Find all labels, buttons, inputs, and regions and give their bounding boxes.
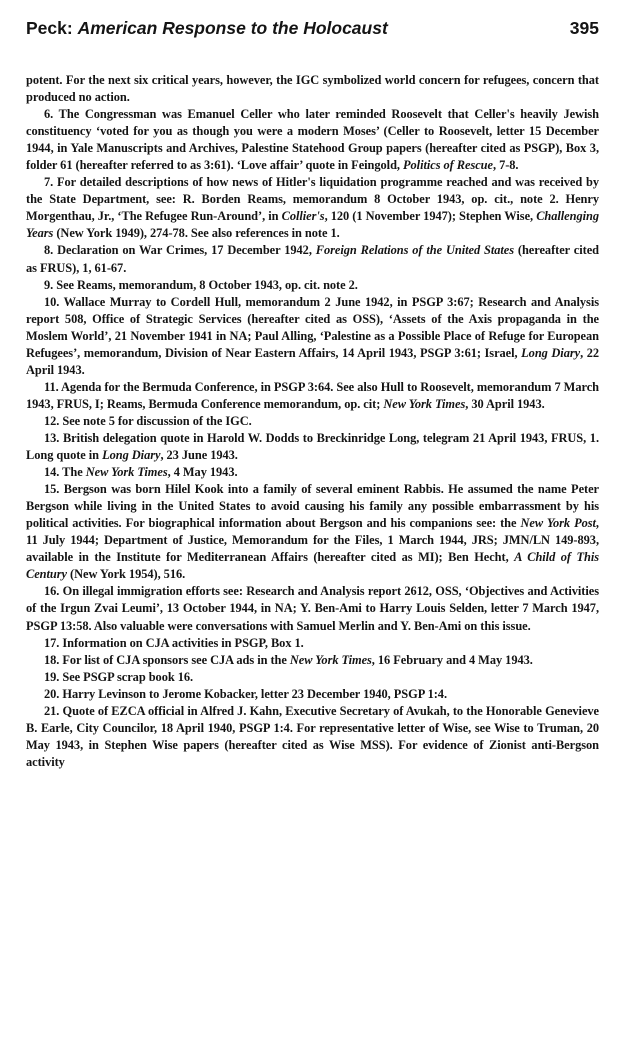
note-text: 17. Information on CJA activities in PSGP, Box 1. [44,635,304,650]
note-7 [26,174,599,242]
note-13 [26,430,599,464]
note-9 [26,277,599,294]
note-text: 16. On illegal immigration efforts see: Research and Analysis report 2612, OSS, ‘Objectives and Activities of the Irgun Zvai Leumi’, 13 October 1944, in NA; Y. Ben-Ami to Harry Louis Selden, letter 7 March 1947, PSGP 13:58. Also valuable were conversations with Samuel Merlin and Y. Ben-Ami on this issue. [26,584,599,633]
note-text: , 7-8. [492,158,519,173]
note-italic-title: A Child of This Century [26,550,600,582]
note-italic-title: New York Times [289,652,372,667]
note-18 [26,652,599,669]
note-text: , 30 April 1943. [465,396,545,411]
running-header [26,12,599,44]
note-text: (New York 1954), 516. [66,567,186,582]
note-text: , 23 June 1943. [160,448,238,463]
page-number: 395 [569,18,599,38]
note-text: 19. See PSGP scrap book 16. [44,669,194,684]
note-italic-title: New York Times [85,465,168,480]
note-italic-title: Collier's [281,209,325,224]
note-text: 12. See note 5 for discussion of the IGC. [44,413,252,428]
note-19 [26,669,599,686]
note-text: 8. Declaration on War Crimes, 17 December 1942, [44,243,316,258]
note-text: 21. Quote of EZCA official in Alfred J. Kahn, Executive Secretary of Avukah, to the Honorable Genevieve B. Earle, City Councilor, 18 April 1940, PSGP 1:4. For representative letter of Wise, see Wise to Truman, 20 May 1943, in Stephen Wise papers (hereafter cited as Wise MSS). For evidence of Zionist anti-Bergson activity [26,703,599,769]
note-text: 20. Harry Levinson to Jerome Kobacker, letter 23 December 1940, PSGP 1:4. [44,686,447,701]
note-italic-title: Long Diary [102,448,161,463]
note-italic-title: Politics of Rescue [403,158,493,173]
note-17 [26,635,599,652]
note-text: , 16 February and 4 May 1943. [371,652,533,667]
header-title: American Response to the Holocaust [77,18,388,38]
note-continuation [26,72,599,106]
note-text: potent. For the next six critical years, however, the IGC symbolized world concern for refugees, concern that produced no action. [26,73,599,105]
note-text: , 4 May 1943. [167,465,238,480]
note-italic-title: New York Times [383,396,466,411]
note-11 [26,379,599,413]
note-15 [26,481,599,583]
running-title [26,12,388,44]
note-text: , 22 April 1943. [26,345,599,377]
note-text: 6. The Congressman was Emanuel Celler who later reminded Roosevelt that Celler's heavily Jewish constituency ‘voted for you as though you were a modern Moses’ (Celler to Roosevelt, letter 15 December 1944, in Yale Manuscripts and Archives, Palestine Statehood Group papers (hereafter cited as PSGP), Box 3, folder 61 (hereafter referred to as 3:61). ‘Love affair’ quote in Feingold, [26,107,599,173]
note-text: 18. For list of CJA sponsors see CJA ads in the [44,652,290,667]
endnotes [26,72,599,771]
note-6 [26,106,599,174]
note-14 [26,464,599,481]
note-text: 14. The [44,465,86,480]
note-italic-title: Long Diary [521,345,581,360]
note-italic-title: Challenging Years [26,209,599,241]
note-10 [26,294,599,379]
note-text: , 120 (1 November 1947); Stephen Wise, [324,209,537,224]
note-20 [26,686,599,703]
note-text: , 11 July 1944; Department of Justice, Memorandum for the Files, 1 March 1944, JRS; JMN/LN 149-893, available in the Institute for Mediterranean Affairs (hereafter cited as MI); Ben Hecht, [26,516,599,565]
note-text: (New York 1949), 274-78. See also references in note 1. [53,226,340,241]
note-italic-title: New York Post [520,516,596,531]
note-21 [26,703,599,771]
note-text: 7. For detailed descriptions of how news of Hitler's liquidation programme reached and was received by the State Department, see: R. Borden Reams, memorandum 8 October 1943, op. cit., note 2. Henry Morgenthau, Jr., ‘The Refugee Run-Around’, in [26,175,599,224]
note-text: 15. Bergson was born Hilel Kook into a family of several eminent Rabbis. He assumed the name Peter Bergson while living in the United States to avoid causing his family any possible embarrassment by his political activities. For biographical information about Bergson and his companions see: the [26,482,599,531]
note-text: 9. See Reams, memorandum, 8 October 1943, op. cit. note 2. [44,277,358,292]
note-text: 10. Wallace Murray to Cordell Hull, memorandum 2 June 1942, in PSGP 3:67; Research and Analysis report 508, Office of Strategic Services (hereafter cited as OSS), ‘Assets of the Axis propaganda in the Moslem World’, 21 November 1941 in NA; Paul Alling, ‘Palestine as a Possible Place of Refuge for European Refugees’, memorandum, Division of Near Eastern Affairs, 14 April 1943, PSGP 3:61; Israel, [26,294,599,360]
note-text: 11. Agenda for the Bermuda Conference, in PSGP 3:64. See also Hull to Roosevelt, memorandum 7 March 1943, FRUS, I; Reams, Bermuda Conference memorandum, op. cit; [26,379,599,411]
note-text: 13. British delegation quote in Harold W. Dodds to Breckinridge Long, telegram 21 April 1943, FRUS, 1. Long quote in [26,430,599,463]
page [26,12,599,771]
header-author: Peck: [26,18,73,38]
note-16 [26,583,599,634]
note-8 [26,242,599,276]
note-italic-title: Foreign Relations of the United States [315,243,514,258]
note-12 [26,413,599,430]
note-text: (hereafter cited as FRUS), 1, 61-67. [26,243,599,275]
